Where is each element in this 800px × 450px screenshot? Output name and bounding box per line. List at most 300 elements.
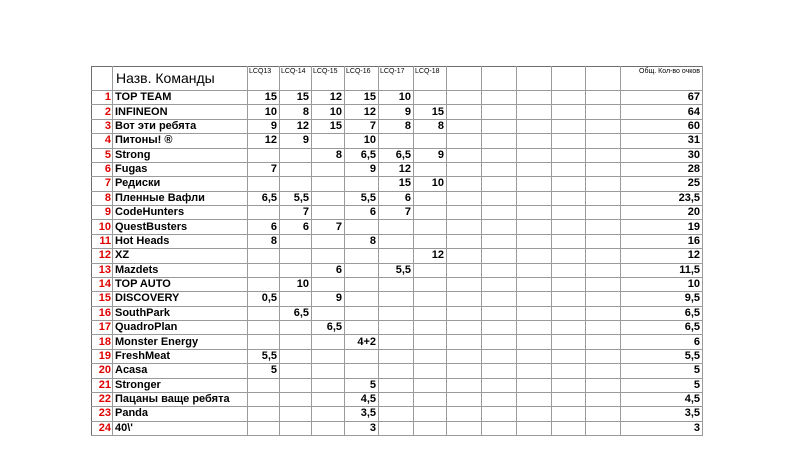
score-cell[interactable] (379, 421, 414, 435)
score-cell[interactable] (379, 134, 414, 148)
team-name-cell[interactable]: SouthPark (113, 306, 248, 320)
column-header-cell[interactable] (517, 67, 552, 91)
score-cell[interactable]: 15 (414, 105, 447, 119)
column-header-cell[interactable]: LCQ-17 (379, 67, 414, 91)
score-cell[interactable] (379, 321, 414, 335)
score-cell[interactable]: 6,5 (345, 148, 379, 162)
score-cell[interactable] (517, 134, 552, 148)
score-cell[interactable]: 15 (379, 177, 414, 191)
column-header-cell[interactable]: LCQ-15 (312, 67, 345, 91)
column-header-cell[interactable]: LCQ-14 (280, 67, 312, 91)
score-cell[interactable] (552, 292, 586, 306)
score-cell[interactable] (312, 364, 345, 378)
score-cell[interactable]: 8 (312, 148, 345, 162)
score-cell[interactable]: 10 (345, 134, 379, 148)
score-cell[interactable] (586, 277, 621, 291)
score-cell[interactable] (517, 148, 552, 162)
score-cell[interactable] (482, 119, 517, 133)
score-cell[interactable] (414, 335, 447, 349)
score-cell[interactable] (447, 292, 482, 306)
score-cell[interactable]: 9 (312, 292, 345, 306)
score-cell[interactable] (248, 378, 280, 392)
score-cell[interactable] (447, 349, 482, 363)
score-cell[interactable] (552, 349, 586, 363)
score-cell[interactable] (280, 177, 312, 191)
score-cell[interactable] (312, 234, 345, 248)
total-cell[interactable]: 23,5 (621, 191, 703, 205)
score-cell[interactable] (312, 407, 345, 421)
score-cell[interactable] (345, 263, 379, 277)
score-cell[interactable] (552, 335, 586, 349)
rank-cell[interactable]: 16 (92, 306, 113, 320)
total-cell[interactable]: 19 (621, 220, 703, 234)
score-cell[interactable]: 10 (280, 277, 312, 291)
score-cell[interactable] (345, 349, 379, 363)
total-cell[interactable]: 6,5 (621, 321, 703, 335)
score-cell[interactable] (552, 321, 586, 335)
total-cell[interactable]: 20 (621, 206, 703, 220)
score-cell[interactable] (517, 349, 552, 363)
score-cell[interactable] (447, 191, 482, 205)
score-cell[interactable]: 15 (345, 91, 379, 105)
rank-cell[interactable]: 3 (92, 119, 113, 133)
team-name-cell[interactable]: QuestBusters (113, 220, 248, 234)
score-cell[interactable] (447, 335, 482, 349)
score-cell[interactable] (345, 177, 379, 191)
score-cell[interactable]: 6 (280, 220, 312, 234)
score-cell[interactable] (482, 378, 517, 392)
score-cell[interactable] (552, 378, 586, 392)
team-name-cell[interactable]: Strong (113, 148, 248, 162)
score-cell[interactable] (482, 321, 517, 335)
score-cell[interactable] (552, 234, 586, 248)
score-cell[interactable]: 10 (414, 177, 447, 191)
score-cell[interactable] (248, 335, 280, 349)
score-cell[interactable]: 10 (248, 105, 280, 119)
score-cell[interactable] (414, 364, 447, 378)
score-cell[interactable] (414, 306, 447, 320)
team-name-cell[interactable]: Fugas (113, 162, 248, 176)
score-cell[interactable] (447, 249, 482, 263)
total-cell[interactable]: 28 (621, 162, 703, 176)
score-cell[interactable] (552, 105, 586, 119)
score-cell[interactable]: 6,5 (312, 321, 345, 335)
rank-cell[interactable]: 22 (92, 392, 113, 406)
score-cell[interactable] (248, 148, 280, 162)
score-cell[interactable]: 8 (248, 234, 280, 248)
team-name-cell[interactable]: Пацаны ваще ребята (113, 392, 248, 406)
score-cell[interactable] (379, 234, 414, 248)
team-name-cell[interactable]: Пленные Вафли (113, 191, 248, 205)
score-cell[interactable] (482, 335, 517, 349)
team-name-cell[interactable]: Вот эти ребята (113, 119, 248, 133)
score-cell[interactable] (345, 364, 379, 378)
score-cell[interactable] (447, 134, 482, 148)
team-name-cell[interactable]: Monster Energy (113, 335, 248, 349)
score-cell[interactable] (517, 407, 552, 421)
score-cell[interactable] (312, 162, 345, 176)
team-name-cell[interactable]: CodeHunters (113, 206, 248, 220)
team-name-cell[interactable]: XZ (113, 249, 248, 263)
score-cell[interactable]: 9 (280, 134, 312, 148)
score-cell[interactable] (517, 335, 552, 349)
score-cell[interactable] (447, 407, 482, 421)
score-cell[interactable] (447, 91, 482, 105)
score-cell[interactable] (248, 321, 280, 335)
rank-cell[interactable]: 21 (92, 378, 113, 392)
score-cell[interactable] (379, 249, 414, 263)
score-cell[interactable] (414, 162, 447, 176)
score-cell[interactable] (345, 306, 379, 320)
score-cell[interactable]: 6 (248, 220, 280, 234)
score-cell[interactable] (280, 263, 312, 277)
score-cell[interactable]: 8 (379, 119, 414, 133)
score-cell[interactable] (552, 421, 586, 435)
score-cell[interactable] (586, 263, 621, 277)
score-cell[interactable] (379, 364, 414, 378)
rank-cell[interactable]: 11 (92, 234, 113, 248)
score-cell[interactable]: 12 (345, 105, 379, 119)
score-cell[interactable]: 7 (345, 119, 379, 133)
score-cell[interactable] (345, 249, 379, 263)
score-cell[interactable] (517, 249, 552, 263)
total-cell[interactable]: 31 (621, 134, 703, 148)
score-cell[interactable] (379, 306, 414, 320)
score-cell[interactable] (248, 277, 280, 291)
score-cell[interactable]: 12 (248, 134, 280, 148)
score-cell[interactable] (586, 105, 621, 119)
column-header-cell[interactable]: LCQ-16 (345, 67, 379, 91)
score-cell[interactable]: 10 (312, 105, 345, 119)
rank-cell[interactable]: 20 (92, 364, 113, 378)
total-cell[interactable]: 3,5 (621, 407, 703, 421)
score-cell[interactable] (482, 162, 517, 176)
score-cell[interactable] (312, 249, 345, 263)
score-cell[interactable]: 6 (345, 206, 379, 220)
score-cell[interactable] (517, 392, 552, 406)
score-cell[interactable] (414, 421, 447, 435)
score-cell[interactable]: 5,5 (280, 191, 312, 205)
score-cell[interactable] (586, 392, 621, 406)
score-cell[interactable] (414, 191, 447, 205)
score-cell[interactable] (517, 378, 552, 392)
score-cell[interactable] (447, 421, 482, 435)
score-cell[interactable] (552, 220, 586, 234)
team-name-cell[interactable]: TOP TEAM (113, 91, 248, 105)
score-cell[interactable] (517, 119, 552, 133)
score-cell[interactable] (312, 335, 345, 349)
score-cell[interactable] (517, 191, 552, 205)
score-cell[interactable]: 12 (312, 91, 345, 105)
team-name-cell[interactable]: INFINEON (113, 105, 248, 119)
team-name-cell[interactable]: Acasa (113, 364, 248, 378)
score-cell[interactable] (280, 392, 312, 406)
score-cell[interactable] (447, 234, 482, 248)
score-cell[interactable] (280, 162, 312, 176)
score-cell[interactable] (248, 392, 280, 406)
score-cell[interactable] (280, 292, 312, 306)
column-header-cell[interactable] (447, 67, 482, 91)
score-cell[interactable] (586, 292, 621, 306)
score-cell[interactable] (379, 220, 414, 234)
score-cell[interactable] (280, 249, 312, 263)
score-cell[interactable] (280, 148, 312, 162)
rank-cell[interactable]: 2 (92, 105, 113, 119)
score-cell[interactable] (280, 407, 312, 421)
score-cell[interactable] (248, 263, 280, 277)
score-cell[interactable] (447, 105, 482, 119)
score-cell[interactable] (312, 277, 345, 291)
score-cell[interactable] (414, 134, 447, 148)
score-cell[interactable] (586, 148, 621, 162)
score-cell[interactable] (586, 177, 621, 191)
score-cell[interactable] (482, 234, 517, 248)
score-cell[interactable] (552, 392, 586, 406)
team-name-cell[interactable]: Mazdets (113, 263, 248, 277)
score-cell[interactable] (552, 191, 586, 205)
score-cell[interactable]: 6 (379, 191, 414, 205)
score-cell[interactable]: 4,5 (345, 392, 379, 406)
score-cell[interactable] (482, 407, 517, 421)
score-cell[interactable]: 8 (280, 105, 312, 119)
score-cell[interactable]: 0,5 (248, 292, 280, 306)
score-cell[interactable] (414, 263, 447, 277)
total-header-cell[interactable]: Общ. Кол-во очков (621, 67, 703, 91)
score-cell[interactable] (379, 392, 414, 406)
team-name-cell[interactable]: QuadroPlan (113, 321, 248, 335)
score-cell[interactable] (414, 407, 447, 421)
score-cell[interactable] (482, 249, 517, 263)
score-cell[interactable] (586, 234, 621, 248)
score-cell[interactable] (586, 220, 621, 234)
score-cell[interactable] (482, 105, 517, 119)
total-cell[interactable]: 25 (621, 177, 703, 191)
score-cell[interactable]: 5,5 (345, 191, 379, 205)
total-cell[interactable]: 11,5 (621, 263, 703, 277)
total-cell[interactable]: 67 (621, 91, 703, 105)
score-cell[interactable] (447, 177, 482, 191)
score-cell[interactable] (447, 162, 482, 176)
score-cell[interactable] (552, 364, 586, 378)
score-cell[interactable] (447, 321, 482, 335)
score-cell[interactable]: 15 (248, 91, 280, 105)
score-cell[interactable] (312, 392, 345, 406)
score-cell[interactable] (414, 277, 447, 291)
score-cell[interactable] (482, 292, 517, 306)
score-cell[interactable] (414, 206, 447, 220)
score-cell[interactable]: 5,5 (248, 349, 280, 363)
score-cell[interactable]: 6,5 (379, 148, 414, 162)
score-cell[interactable] (447, 378, 482, 392)
score-cell[interactable]: 7 (379, 206, 414, 220)
score-cell[interactable] (379, 292, 414, 306)
score-cell[interactable]: 5 (248, 364, 280, 378)
score-cell[interactable] (586, 407, 621, 421)
score-cell[interactable] (248, 206, 280, 220)
score-cell[interactable]: 7 (248, 162, 280, 176)
score-cell[interactable] (312, 134, 345, 148)
score-cell[interactable] (312, 191, 345, 205)
score-cell[interactable]: 9 (345, 162, 379, 176)
score-cell[interactable] (312, 177, 345, 191)
score-cell[interactable] (482, 364, 517, 378)
score-cell[interactable] (586, 335, 621, 349)
team-name-cell[interactable]: FreshMeat (113, 349, 248, 363)
column-header-cell[interactable] (482, 67, 517, 91)
rank-cell[interactable]: 24 (92, 421, 113, 435)
team-name-cell[interactable]: 40\' (113, 421, 248, 435)
score-cell[interactable] (552, 206, 586, 220)
total-cell[interactable]: 12 (621, 249, 703, 263)
score-cell[interactable] (586, 364, 621, 378)
score-cell[interactable] (517, 321, 552, 335)
score-cell[interactable] (248, 306, 280, 320)
score-cell[interactable]: 3,5 (345, 407, 379, 421)
score-cell[interactable] (280, 234, 312, 248)
score-cell[interactable] (586, 378, 621, 392)
score-cell[interactable] (345, 321, 379, 335)
score-cell[interactable] (312, 378, 345, 392)
score-cell[interactable] (248, 249, 280, 263)
score-cell[interactable] (379, 349, 414, 363)
score-cell[interactable] (586, 206, 621, 220)
total-cell[interactable]: 4,5 (621, 392, 703, 406)
total-cell[interactable]: 3 (621, 421, 703, 435)
team-name-cell[interactable]: Panda (113, 407, 248, 421)
score-cell[interactable] (586, 119, 621, 133)
score-cell[interactable] (552, 134, 586, 148)
score-cell[interactable] (414, 234, 447, 248)
team-name-cell[interactable]: Hot Heads (113, 234, 248, 248)
score-cell[interactable] (586, 191, 621, 205)
rank-cell[interactable]: 18 (92, 335, 113, 349)
rank-cell[interactable]: 10 (92, 220, 113, 234)
total-cell[interactable]: 30 (621, 148, 703, 162)
score-cell[interactable] (552, 277, 586, 291)
score-cell[interactable] (586, 349, 621, 363)
rank-cell[interactable]: 15 (92, 292, 113, 306)
team-name-cell[interactable]: Редиски (113, 177, 248, 191)
total-cell[interactable]: 10 (621, 277, 703, 291)
score-cell[interactable] (517, 421, 552, 435)
total-cell[interactable]: 64 (621, 105, 703, 119)
score-cell[interactable] (517, 206, 552, 220)
score-cell[interactable] (414, 292, 447, 306)
score-cell[interactable] (414, 321, 447, 335)
total-cell[interactable]: 60 (621, 119, 703, 133)
score-cell[interactable] (517, 220, 552, 234)
rank-cell[interactable]: 1 (92, 91, 113, 105)
rank-cell[interactable]: 9 (92, 206, 113, 220)
score-cell[interactable] (248, 407, 280, 421)
score-cell[interactable] (447, 119, 482, 133)
score-cell[interactable]: 9 (379, 105, 414, 119)
score-cell[interactable] (552, 306, 586, 320)
score-cell[interactable] (312, 349, 345, 363)
score-cell[interactable] (517, 105, 552, 119)
score-cell[interactable] (552, 119, 586, 133)
score-cell[interactable] (517, 234, 552, 248)
rank-cell[interactable]: 4 (92, 134, 113, 148)
score-cell[interactable] (280, 421, 312, 435)
score-cell[interactable] (552, 249, 586, 263)
score-cell[interactable] (517, 364, 552, 378)
score-cell[interactable]: 12 (414, 249, 447, 263)
score-cell[interactable] (586, 306, 621, 320)
score-cell[interactable]: 15 (280, 91, 312, 105)
column-header-cell[interactable] (586, 67, 621, 91)
score-cell[interactable]: 10 (379, 91, 414, 105)
total-cell[interactable]: 9,5 (621, 292, 703, 306)
score-cell[interactable] (482, 220, 517, 234)
score-cell[interactable] (280, 321, 312, 335)
score-cell[interactable] (517, 263, 552, 277)
score-cell[interactable] (312, 206, 345, 220)
score-cell[interactable]: 9 (248, 119, 280, 133)
rank-cell[interactable]: 23 (92, 407, 113, 421)
score-cell[interactable] (482, 191, 517, 205)
score-cell[interactable]: 7 (280, 206, 312, 220)
score-cell[interactable] (482, 177, 517, 191)
rank-cell[interactable]: 19 (92, 349, 113, 363)
score-cell[interactable] (482, 306, 517, 320)
score-cell[interactable] (414, 392, 447, 406)
score-cell[interactable] (517, 277, 552, 291)
total-cell[interactable]: 6,5 (621, 306, 703, 320)
rank-cell[interactable]: 5 (92, 148, 113, 162)
score-cell[interactable] (552, 162, 586, 176)
score-cell[interactable] (517, 292, 552, 306)
score-cell[interactable]: 8 (414, 119, 447, 133)
score-cell[interactable] (414, 220, 447, 234)
score-cell[interactable] (517, 306, 552, 320)
total-cell[interactable]: 6 (621, 335, 703, 349)
score-cell[interactable] (552, 177, 586, 191)
team-name-cell[interactable]: Питоны! ® (113, 134, 248, 148)
header-title-cell[interactable]: Назв. Команды (113, 67, 248, 91)
score-cell[interactable] (447, 364, 482, 378)
score-cell[interactable] (482, 349, 517, 363)
score-cell[interactable] (280, 364, 312, 378)
score-cell[interactable] (248, 421, 280, 435)
score-cell[interactable] (586, 91, 621, 105)
score-cell[interactable]: 12 (280, 119, 312, 133)
score-cell[interactable] (447, 206, 482, 220)
score-cell[interactable] (414, 349, 447, 363)
score-cell[interactable]: 8 (345, 234, 379, 248)
rank-cell[interactable]: 7 (92, 177, 113, 191)
score-cell[interactable] (517, 162, 552, 176)
score-cell[interactable] (517, 91, 552, 105)
score-cell[interactable] (379, 335, 414, 349)
score-cell[interactable]: 15 (312, 119, 345, 133)
score-cell[interactable] (586, 321, 621, 335)
score-cell[interactable]: 3 (345, 421, 379, 435)
column-header-cell[interactable]: LCQ-18 (414, 67, 447, 91)
score-cell[interactable] (280, 378, 312, 392)
score-cell[interactable] (447, 263, 482, 277)
score-cell[interactable] (312, 421, 345, 435)
total-cell[interactable]: 5 (621, 364, 703, 378)
team-name-cell[interactable]: DISCOVERY (113, 292, 248, 306)
rank-cell[interactable]: 13 (92, 263, 113, 277)
score-cell[interactable] (586, 134, 621, 148)
score-cell[interactable] (414, 91, 447, 105)
score-cell[interactable] (586, 249, 621, 263)
rank-cell[interactable]: 12 (92, 249, 113, 263)
score-cell[interactable] (482, 277, 517, 291)
score-cell[interactable] (414, 378, 447, 392)
